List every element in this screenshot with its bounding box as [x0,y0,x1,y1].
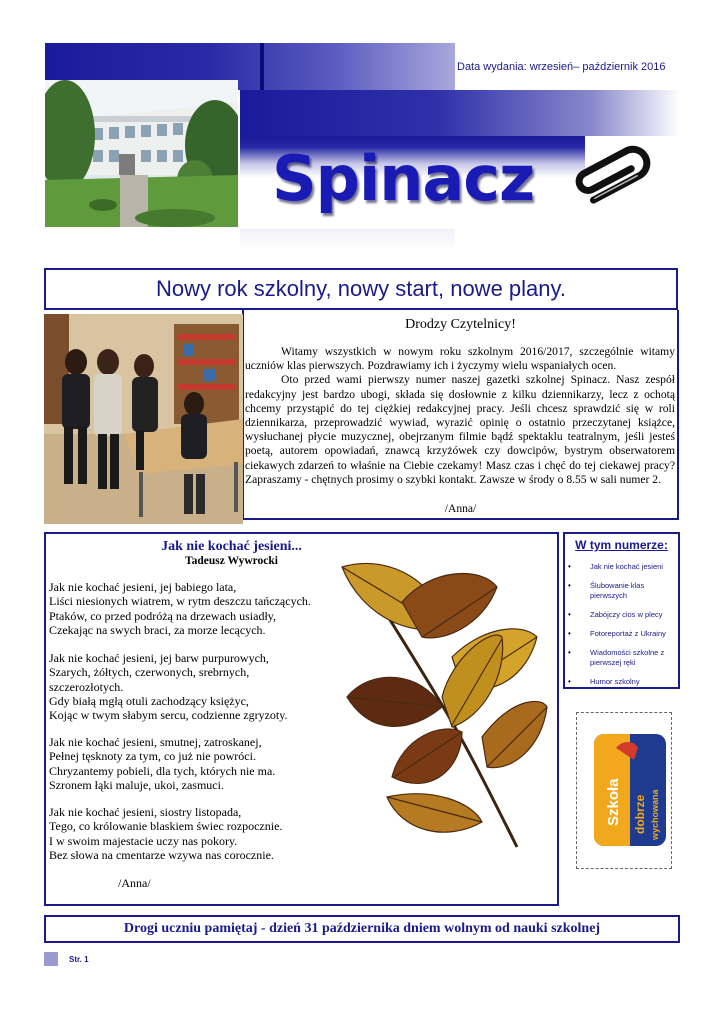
footer-note: Drogi uczniu pamiętaj - dzień 31 października dniem wolnym od nauki szkolnej [123,921,601,936]
header-band-foot [240,229,455,249]
footer-note-box [44,915,680,943]
autumn-leaves-illustration [332,547,554,865]
contents-item[interactable]: • Ślubowanie klas pierwszych [570,581,676,601]
header-band-middle [240,90,680,136]
issue-date: Data wydania: wrzesień– październik 2016 [457,61,666,73]
poem-signature: /Anna/ [118,876,151,890]
contents-item[interactable]: • Wiadomości szkolne z pierwszej ręki [570,648,676,668]
school-building-photo [45,80,238,227]
intro-text [245,345,675,487]
paperclip-icon [572,140,664,215]
students-photo [44,314,243,524]
badge-word-school: Szkoła [605,778,622,826]
intro-paragraph: Oto przed wami pierwszy numer naszej gazetki szkolnej Spinacz. Nasz zespół redakcyjny jest bardzo ubogi, składa się dosłownie z kilku dziennikarzy, lecz z ochotą chcemy przystąpić do tej ciężkiej redakcyjnej pracy. Jeśli chcesz sprawdzić się w roli dziennikarza, przeprowadzić wywiad, wyrazić opinię o ostatnio przeczytanej książce, wysłuchanej płycie muzycznej, obejrzanym filmie bądź spektaklu teatralnym, jeśli jesteś poetą, autorem opowiadań, znawcą krzyżówek czy dowcipów, bystrym obserwatorem ciekawych zdarzeń to właśnie na Ciebie czekamy! Masz czas i chęć do tej ciekawej pracy? Zapraszamy - chętnych prosimy o szybki kontakt. Zawsze w środy o 8.55 w sali numer 2. [245,373,675,486]
headline-box [44,268,678,310]
page-number: Str. 1 [69,955,89,964]
contents-item[interactable]: • Fotoreportaż z Ukrainy [570,629,676,639]
poem-stanza: Jak nie kochać jesieni, smutnej, zatroskanej, Pełnej tęsknoty za tym, co już nie powróci. Chryzantemy pobieli, dla tych, których nie ma. Szronem łąki maluje, ukoi, zasmuci. [49,735,276,792]
poem-stanza: Jak nie kochać jesieni, jej barw purpurowych, Szarych, żółtych, czerwonych, srebrnych, szczerozłotych. Gdy białą mgłą otuli zachodzący księżyc, Kojąc w twym słabym sercu, codzienne zgryzoty. [49,651,288,723]
poem-stanza: Jak nie kochać jesieni, siostry listopada, Tego, co królowanie blaskiem świec rozpocznie. I w swoim majestacie uczy nas pokory. Bez słowa na cmentarze wzywa nas corocznie. [49,805,283,862]
poem-author: Tadeusz Wywrocki [185,555,278,567]
intro-greeting: Drodzy Czytelnicy! [405,317,516,332]
page-marker [44,952,58,966]
contents-item[interactable]: • Zabójczy cios w plecy [570,610,676,620]
intro-paragraph: Witamy wszystkich w nowym roku szkolnym 2016/2017, szczególnie witamy uczniów klas pierwszych. Pozdrawiamy ich i życzymy wielu wspaniałych ocen. [245,345,675,373]
contents-item[interactable]: • Jak nie kochać jesieni [570,562,676,572]
header-band-shade [260,43,264,90]
intro-signature: /Anna/ [444,502,477,515]
badge-word-educated: wychowana [650,789,660,840]
contents-title: W tym numerze: [575,538,668,552]
poem-title: Jak nie kochać jesieni... [161,539,302,554]
poem-stanza: Jak nie kochać jesieni, jej babiego lata, Liści niesionych wiatrem, w rytm deszczu tańczących. Ptaków, co przed podróżą na drzewach usiadły, Czekając na swych braci, za morze lecących. [49,580,311,637]
school-badge-logo [594,734,666,846]
headline: Nowy rok szkolny, nowy start, nowe plany. [155,276,566,301]
contents-item[interactable]: • Humor szkolny [570,677,676,687]
contents-list [570,562,676,696]
badge-word-good: dobrze [633,794,647,834]
masthead-title: Spinacz [272,142,535,215]
